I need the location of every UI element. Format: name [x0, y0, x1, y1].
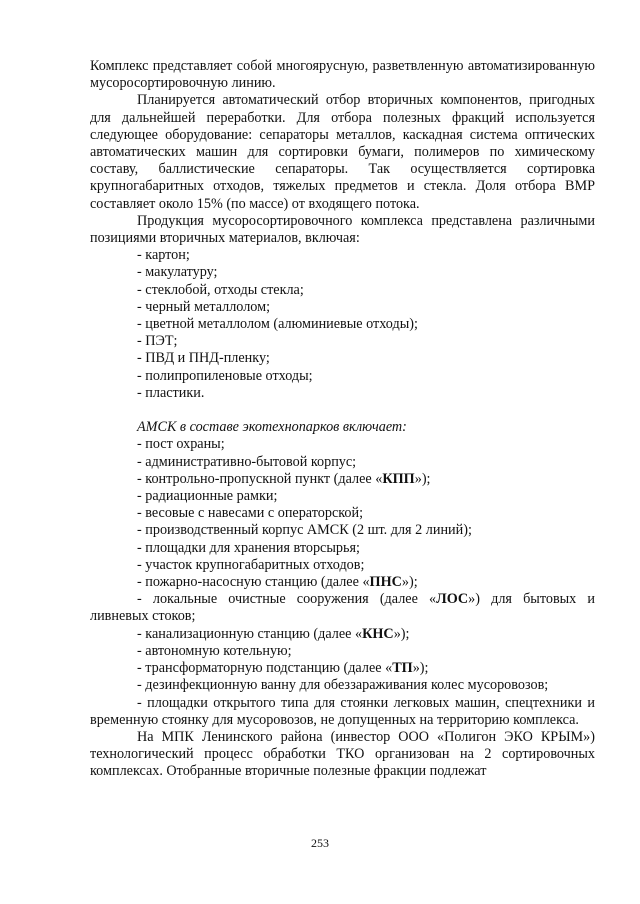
list-item-text: »); — [401, 574, 418, 591]
section-heading-amsk: АМСК в составе экотехнопарков включает: — [137, 419, 407, 436]
list-item: - административно-бытовой корпус; — [137, 453, 357, 470]
list-item-text: - контрольно-пропускной пункт (далее « — [137, 470, 383, 487]
list-item: - дезинфекционную ванну для обеззараживания колес мусоровозов; — [137, 677, 549, 694]
list-item-text: - трансформаторную подстанцию (далее « — [137, 660, 393, 677]
abbreviation-pns: ПНС — [369, 574, 402, 591]
abbreviation-tp: ТП — [392, 660, 413, 677]
list-item — [90, 660, 595, 677]
list-item-text: »); — [393, 625, 410, 642]
list-item-text: »); — [414, 470, 431, 487]
list-item: - участок крупногабаритных отходов; — [137, 556, 365, 573]
list-item: - макулатуру; — [137, 264, 218, 281]
list-item: - радиационные рамки; — [137, 488, 278, 505]
list-item: - полипропиленовые отходы; — [137, 367, 313, 384]
facilities-list — [90, 436, 595, 728]
list-item: - автономную котельную; — [137, 642, 292, 659]
paragraph-automatic-selection: Планируется автоматический отбор вторичных компонентов, пригодных для дальнейшей переработки. Для отбора полезных фракций используется следующее оборудование: сепараторы металлов, каскадная система оптических автоматических машин для сортировки бумаги, полимеров по химическому составу, баллистические сепараторы. Так осуществляется сортировка крупногабаритных отходов, тяжелых предметов и стекла. Доля отбора ВМР составляет около 15% (по массе) от входящего потока. — [90, 92, 595, 212]
list-item-text: - локальные очистные сооружения (далее « — [137, 591, 437, 608]
list-item: - пост охраны; — [137, 436, 225, 453]
list-item: - ПЭТ; — [137, 333, 178, 350]
page-number: 253 — [311, 836, 329, 850]
list-item: - производственный корпус АМСК (2 шт. для 2 линий); — [137, 522, 472, 539]
abbreviation-kns: КНС — [362, 625, 394, 642]
list-item: - цветной металлолом (алюминиевые отходы); — [137, 316, 418, 333]
list-item: - площадки открытого типа для стоянки легковых машин, спецтехники и временную стоянку для мусоровозов, не допущенных на территорию комплекса. — [90, 694, 595, 728]
list-item: - площадки для хранения вторсырья; — [137, 539, 360, 556]
list-item: - черный металлолом; — [137, 298, 271, 315]
list-item-text: »); — [412, 660, 429, 677]
abbreviation-los: ЛОС — [436, 591, 469, 608]
list-item: - стеклобой, отходы стекла; — [137, 281, 304, 298]
paragraph-products-intro: Продукция мусоросортировочного комплекса представлена различными позициями вторичных материалов, включая: — [90, 212, 595, 247]
list-item: - весовые с навесами с операторской; — [137, 505, 364, 522]
list-item-text: - пожарно-насосную станцию (далее « — [137, 574, 370, 591]
paragraph-lenin-district: На МПК Ленинского района (инвестор ООО «Полигон ЭКО КРЫМ») технологический процесс обработки ТКО организован на 2 сортировочных комплексах. Отобранные вторичные полезные фракции подлежат — [90, 728, 595, 780]
materials-list — [90, 247, 595, 402]
blank-line — [90, 402, 595, 419]
list-item — [90, 471, 595, 488]
list-item: - пластики. — [137, 384, 205, 401]
abbreviation-kpp: КПП — [382, 470, 415, 487]
document-page — [90, 58, 595, 781]
list-item: - ПВД и ПНД-пленку; — [137, 350, 270, 367]
list-item — [90, 626, 595, 643]
list-item — [90, 574, 595, 591]
list-item: - картон; — [137, 247, 190, 264]
list-item-text: ») для бытовых и ливневых стоков; — [90, 591, 596, 625]
list-item — [90, 591, 595, 625]
paragraph-complex-description: Комплекс представляет собой многоярусную, разветвленную автоматизированную мусоросортировочную линию. — [90, 58, 595, 92]
list-item-text: - канализационную станцию (далее « — [137, 625, 363, 642]
